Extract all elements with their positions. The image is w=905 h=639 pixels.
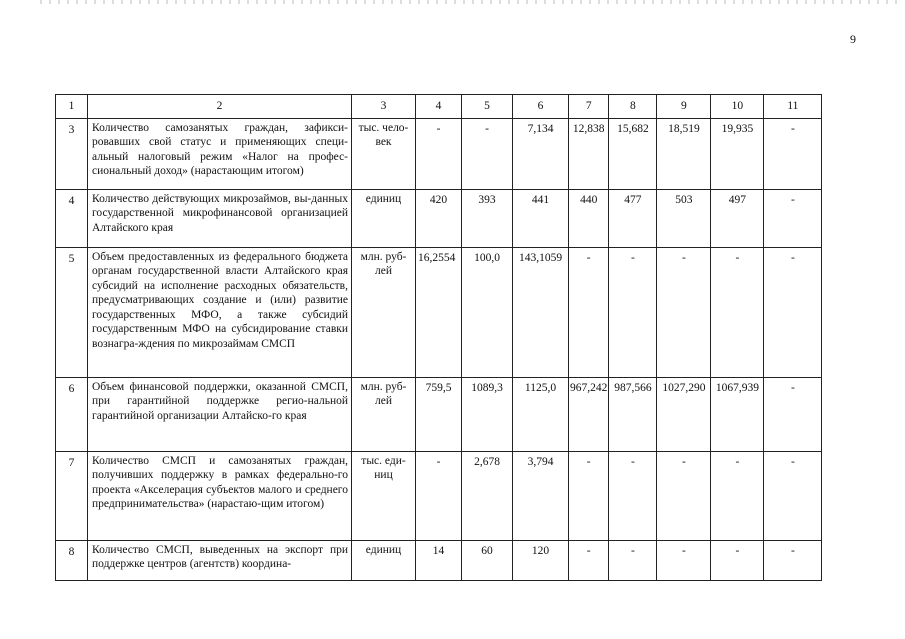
value-cell: 987,566 [609,377,657,451]
row-number: 5 [56,247,88,377]
value-cell: 1027,290 [657,377,711,451]
value-cell: 16,2554 [416,247,462,377]
value-cell: - [657,540,711,580]
unit-cell: млн. руб-лей [352,247,416,377]
value-cell: 420 [416,189,462,247]
value-cell: - [569,540,609,580]
unit-cell: единиц [352,540,416,580]
value-cell: 120 [513,540,569,580]
unit-cell: тыс. чело-век [352,118,416,189]
indicator-name: Количество самозанятых граждан, зафикси-ровавших свой статус и применяющих специ-альный налоговый режим «Налог на профес-сиональный доход» (нарастающим итогом) [88,118,352,189]
value-cell: - [609,540,657,580]
table-row [56,540,822,580]
value-cell: 477 [609,189,657,247]
value-cell: 7,134 [513,118,569,189]
row-number: 3 [56,118,88,189]
value-cell: 18,519 [657,118,711,189]
value-cell: 19,935 [711,118,764,189]
value-cell: 393 [462,189,513,247]
value-cell: 503 [657,189,711,247]
header-cell: 11 [764,95,822,119]
row-number: 8 [56,540,88,580]
header-cell: 8 [609,95,657,119]
unit-cell: тыс. еди-ниц [352,451,416,540]
header-cell: 3 [352,95,416,119]
row-number: 7 [56,451,88,540]
value-cell: - [711,451,764,540]
header-cell: 9 [657,95,711,119]
table-row [56,189,822,247]
value-cell: - [609,247,657,377]
table-row [56,451,822,540]
value-cell: - [764,540,822,580]
indicators-table-wrap [55,94,822,581]
header-cell: 2 [88,95,352,119]
value-cell: - [569,451,609,540]
table-row [56,247,822,377]
value-cell: 12,838 [569,118,609,189]
indicator-name: Объем предоставленных из федерального бюджета органам государственной власти Алтайского края субсидий на исполнение расходных обязательств, предусматривающих создание и (или) развитие государственных МФО, а также субсидий государственным МФО на субсидирование ставки вознагра-ждения по микрозаймам СМСП [88,247,352,377]
value-cell: - [764,118,822,189]
value-cell: 440 [569,189,609,247]
value-cell: - [609,451,657,540]
value-cell: - [764,247,822,377]
row-number: 6 [56,377,88,451]
value-cell: - [711,540,764,580]
header-cell: 7 [569,95,609,119]
unit-cell: млн. руб-лей [352,377,416,451]
value-cell: - [764,451,822,540]
value-cell: 1067,939 [711,377,764,451]
table-row [56,377,822,451]
page-number: 9 [850,32,856,46]
value-cell: 967,242 [569,377,609,451]
value-cell: - [569,247,609,377]
table-row [56,118,822,189]
header-cell: 10 [711,95,764,119]
indicators-table [55,94,822,581]
indicator-name: Количество действующих микрозаймов, вы-данных государственной микрофинансовой организацией Алтайского края [88,189,352,247]
value-cell: - [657,247,711,377]
header-cell: 1 [56,95,88,119]
indicator-name: Количество СМСП, выведенных на экспорт при поддержке центров (агентств) координа- [88,540,352,580]
value-cell: - [462,118,513,189]
row-number: 4 [56,189,88,247]
indicator-name: Количество СМСП и самозанятых граждан, получивших поддержку в рамках федерально-го проекта «Акселерация субъектов малого и среднего предпринимательства» (нарастаю-щим итогом) [88,451,352,540]
value-cell: 441 [513,189,569,247]
value-cell: 497 [711,189,764,247]
scan-artifact [40,0,900,4]
value-cell: 100,0 [462,247,513,377]
value-cell: 14 [416,540,462,580]
value-cell: 3,794 [513,451,569,540]
value-cell: - [764,189,822,247]
indicator-name: Объем финансовой поддержки, оказанной СМСП, при гарантийной поддержке регио-нальной гарантийной организации Алтайско-го края [88,377,352,451]
value-cell: 60 [462,540,513,580]
unit-cell: единиц [352,189,416,247]
header-cell: 4 [416,95,462,119]
value-cell: - [764,377,822,451]
value-cell: - [416,118,462,189]
value-cell: 1125,0 [513,377,569,451]
header-cell: 6 [513,95,569,119]
header-row [56,95,822,119]
value-cell: 15,682 [609,118,657,189]
value-cell: - [711,247,764,377]
value-cell: 1089,3 [462,377,513,451]
value-cell: - [657,451,711,540]
value-cell: - [416,451,462,540]
value-cell: 143,1059 [513,247,569,377]
header-cell: 5 [462,95,513,119]
value-cell: 2,678 [462,451,513,540]
value-cell: 759,5 [416,377,462,451]
